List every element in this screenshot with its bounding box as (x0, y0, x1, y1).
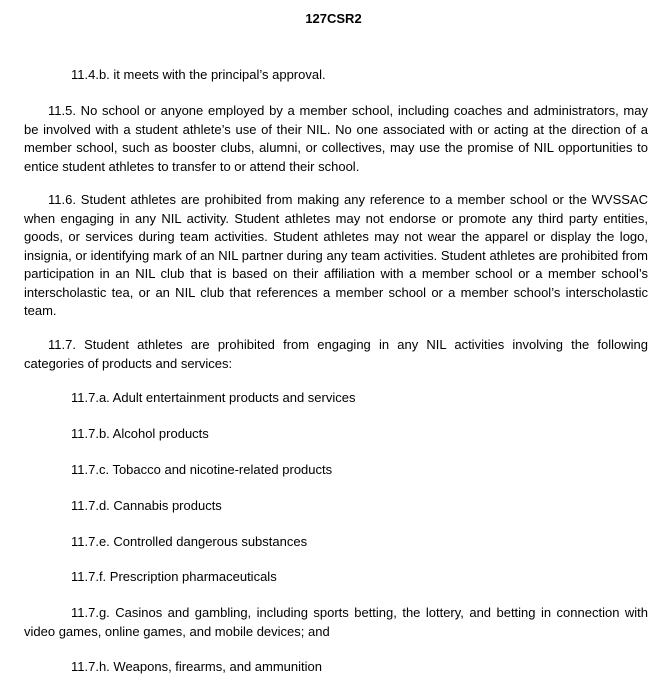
item-11-7-e: 11.7.e. Controlled dangerous substances (71, 534, 308, 549)
paragraph-11-5 (24, 102, 648, 176)
item-11-7-c: 11.7.c. Tobacco and nicotine-related products (71, 462, 333, 477)
item-11-7-g (24, 604, 648, 641)
item-11-7-g-text: 11.7.g. Casinos and gambling, including sports betting, the lottery, and betting in connection with video games, online games, and mobile devices; and (24, 605, 648, 639)
paragraph-11-6 (24, 191, 648, 321)
item-11-7-d: 11.7.d. Cannabis products (71, 498, 222, 513)
paragraph-11-6-text: 11.6. Student athletes are prohibited from making any reference to a member school or the WVSSAC when engaging in any NIL activity. Student athletes may not endorse or promote any third party entities, goods, or services during team activities. Student athletes may not wear the apparel or display the logo, insignia, or identifying mark of an NIL partner during any team activities. Student athletes are prohibited from participation in an NIL club that is based on their affiliation with a member school or a member school’s interscholastic tea, or an NIL club that references a member school or a member school’s interscholastic team. (24, 192, 648, 318)
item-11-7-h: 11.7.h. Weapons, firearms, and ammunition (71, 659, 322, 674)
paragraph-11-5-text: 11.5. No school or anyone employed by a member school, including coaches and administrators, may be involved with a student athlete’s use of their NIL. No one associated with or acting at the direction of a member school, such as booster clubs, alumni, or collectives, may use the promise of NIL opportunities to entice student athletes to transfer to or attend their school. (24, 103, 648, 174)
paragraph-11-7 (24, 336, 648, 373)
item-11-7-a: 11.7.a. Adult entertainment products and services (71, 390, 356, 405)
paragraph-11-7-text: 11.7. Student athletes are prohibited from engaging in any NIL activities involving the following categories of products and services: (24, 337, 648, 371)
item-11-4-b: 11.4.b. it meets with the principal’s approval. (71, 67, 326, 82)
document-header: 127CSR2 (305, 11, 362, 26)
item-11-7-b: 11.7.b. Alcohol products (71, 426, 209, 441)
item-11-7-f: 11.7.f. Prescription pharmaceuticals (71, 569, 277, 584)
